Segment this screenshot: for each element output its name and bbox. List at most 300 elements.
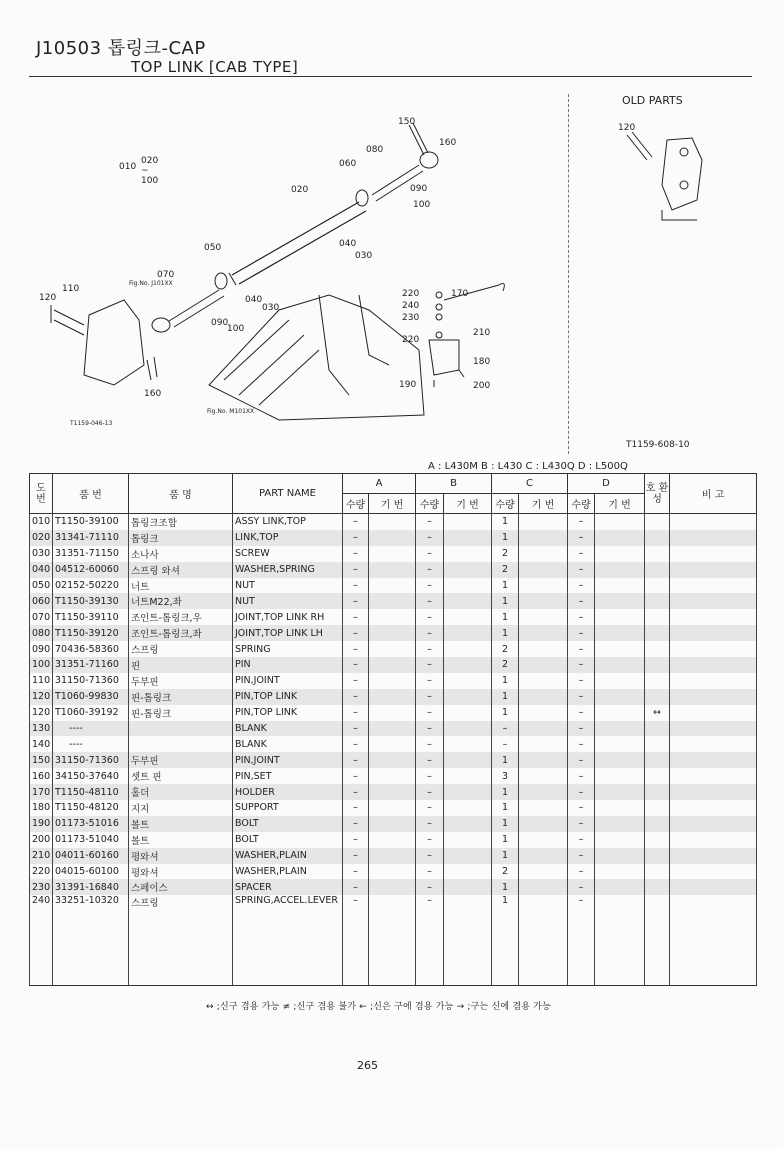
model-c-code-cell — [519, 689, 568, 705]
interchange-cell — [645, 546, 670, 562]
model-a-qty-cell: – — [343, 736, 369, 752]
table-row — [30, 609, 757, 625]
korean-name-cell: 두부핀 — [129, 752, 233, 768]
model-a-qty-cell: – — [343, 895, 369, 986]
model-d-code-cell — [595, 768, 645, 784]
model-b-qty-cell: – — [416, 514, 444, 530]
model-c-qty-cell: 1 — [492, 800, 519, 816]
korean-name-cell: 스페이스 — [129, 879, 233, 895]
model-a-code-cell — [369, 689, 416, 705]
part-number-cell: 31351-71150 — [53, 546, 129, 562]
table-row — [30, 625, 757, 641]
model-d-qty-cell: – — [568, 879, 595, 895]
model-c-qty-cell: 2 — [492, 546, 519, 562]
model-c-qty-cell: 2 — [492, 641, 519, 657]
part-name-cell: WASHER,SPRING — [233, 562, 343, 578]
interchange-legend: ↔ ;신구 겸용 가능 ≠ ;신구 겸용 불가 ← ;신은 구에 겸용 가능 → ;구는 신에 겸용 가능 — [206, 1002, 551, 1012]
figure-divider — [568, 94, 569, 454]
model-a-qty-cell: – — [343, 514, 369, 530]
model-a-code-cell — [369, 784, 416, 800]
interchange-cell — [645, 514, 670, 530]
remarks-cell — [670, 562, 757, 578]
part-name-cell: JOINT,TOP LINK RH — [233, 609, 343, 625]
model-a-qty-cell: – — [343, 641, 369, 657]
model-c-code-cell — [519, 768, 568, 784]
model-a-code-cell — [369, 721, 416, 737]
remarks-cell — [670, 530, 757, 546]
model-c-qty-cell: 1 — [492, 625, 519, 641]
model-c-code-cell — [519, 895, 568, 986]
model-c-qty-cell: 1 — [492, 832, 519, 848]
model-d-qty-cell: – — [568, 736, 595, 752]
model-d-qty-cell: – — [568, 546, 595, 562]
model-d-qty-cell: – — [568, 689, 595, 705]
model-d-qty-cell: – — [568, 514, 595, 530]
model-c-code-cell — [519, 736, 568, 752]
part-number-cell: 02152-50220 — [53, 578, 129, 594]
korean-name-cell: 셋트 핀 — [129, 768, 233, 784]
model-c-code-cell — [519, 832, 568, 848]
interchange-cell: ↔ — [645, 705, 670, 721]
model-b-code-cell — [444, 657, 492, 673]
model-a-code-cell — [369, 673, 416, 689]
model-a-qty-cell: – — [343, 689, 369, 705]
model-a-code-cell — [369, 657, 416, 673]
model-c-qty-cell: 1 — [492, 816, 519, 832]
model-b-code-cell — [444, 530, 492, 546]
model-b-qty-cell: – — [416, 609, 444, 625]
table-row — [30, 864, 757, 880]
korean-name-cell: 너트M22,좌 — [129, 593, 233, 609]
model-c-qty-cell: – — [492, 721, 519, 737]
model-b-qty-cell: – — [416, 752, 444, 768]
col-c-qty-header: 수량 — [492, 494, 519, 514]
remarks-cell — [670, 784, 757, 800]
model-c-qty-cell: 1 — [492, 879, 519, 895]
remarks-cell — [670, 816, 757, 832]
model-a-code-cell — [369, 514, 416, 530]
part-number-cell: 31150-71360 — [53, 752, 129, 768]
seq-cell: 140 — [30, 736, 53, 752]
part-number-cell: 70436-58360 — [53, 641, 129, 657]
svg-text:020: 020 — [291, 185, 309, 195]
model-c-qty-cell: 2 — [492, 864, 519, 880]
part-name-cell: WASHER,PLAIN — [233, 848, 343, 864]
part-number-cell: ---- — [53, 736, 129, 752]
model-a-code-cell — [369, 641, 416, 657]
model-b-qty-cell: – — [416, 784, 444, 800]
part-number-cell: 04512-60060 — [53, 562, 129, 578]
col-b-code-header: 기 번 — [444, 494, 492, 514]
remarks-cell — [670, 736, 757, 752]
seq-cell: 220 — [30, 864, 53, 880]
seq-cell: 130 — [30, 721, 53, 737]
interchange-cell — [645, 657, 670, 673]
interchange-cell — [645, 593, 670, 609]
seq-cell: 030 — [30, 546, 53, 562]
interchange-cell — [645, 736, 670, 752]
col-model-a-header: A — [343, 474, 416, 494]
table-row — [30, 736, 757, 752]
korean-name-cell: 두부핀 — [129, 673, 233, 689]
svg-text:090: 090 — [211, 318, 229, 328]
part-name-cell: PIN,TOP LINK — [233, 705, 343, 721]
model-b-qty-cell: – — [416, 736, 444, 752]
model-a-code-cell — [369, 895, 416, 986]
korean-name-cell: 핀-톱링크 — [129, 689, 233, 705]
model-d-code-cell — [595, 625, 645, 641]
interchange-cell — [645, 689, 670, 705]
model-a-code-cell — [369, 530, 416, 546]
remarks-cell — [670, 609, 757, 625]
model-d-code-cell — [595, 784, 645, 800]
svg-text:160: 160 — [439, 138, 457, 148]
model-b-qty-cell: – — [416, 657, 444, 673]
model-d-qty-cell: – — [568, 609, 595, 625]
table-row — [30, 673, 757, 689]
table-row — [30, 705, 757, 721]
model-d-code-cell — [595, 546, 645, 562]
part-name-cell: SPACER — [233, 879, 343, 895]
parts-table — [29, 473, 757, 986]
col-model-c-header: C — [492, 474, 568, 494]
part-name-cell: PIN,TOP LINK — [233, 689, 343, 705]
svg-text:150: 150 — [398, 117, 416, 127]
svg-text:~: ~ — [141, 166, 149, 176]
svg-text:160: 160 — [144, 389, 162, 399]
part-name-cell: LINK,TOP — [233, 530, 343, 546]
part-name-cell: PIN,SET — [233, 768, 343, 784]
model-b-qty-cell: – — [416, 625, 444, 641]
part-name-cell: SCREW — [233, 546, 343, 562]
svg-text:240: 240 — [402, 301, 420, 311]
page-title-english: TOP LINK [CAB TYPE] — [131, 58, 299, 76]
model-a-qty-cell: – — [343, 578, 369, 594]
part-number-cell: 04015-60100 — [53, 864, 129, 880]
model-b-code-cell — [444, 705, 492, 721]
table-row — [30, 514, 757, 530]
model-c-qty-cell: 1 — [492, 673, 519, 689]
model-b-code-cell — [444, 848, 492, 864]
korean-name-cell: 볼트 — [129, 832, 233, 848]
table-row — [30, 578, 757, 594]
model-c-qty-cell: 3 — [492, 768, 519, 784]
model-a-qty-cell: – — [343, 562, 369, 578]
svg-text:020: 020 — [141, 156, 159, 166]
remarks-cell — [670, 514, 757, 530]
korean-name-cell: 핀 — [129, 657, 233, 673]
figure-code-right: T1159-608-10 — [626, 440, 690, 450]
interchange-cell — [645, 673, 670, 689]
model-d-qty-cell: – — [568, 784, 595, 800]
model-a-qty-cell: – — [343, 879, 369, 895]
interchange-cell — [645, 800, 670, 816]
svg-text:170: 170 — [451, 289, 469, 299]
model-b-code-cell — [444, 736, 492, 752]
title-divider — [29, 76, 752, 77]
svg-text:070: 070 — [157, 270, 175, 280]
model-b-code-cell — [444, 593, 492, 609]
model-c-qty-cell: 2 — [492, 657, 519, 673]
korean-name-cell: 평와셔 — [129, 848, 233, 864]
remarks-cell — [670, 641, 757, 657]
interchange-cell — [645, 848, 670, 864]
model-d-code-cell — [595, 736, 645, 752]
part-name-cell: ASSY LINK,TOP — [233, 514, 343, 530]
part-name-cell: NUT — [233, 578, 343, 594]
model-c-code-cell — [519, 752, 568, 768]
model-a-qty-cell: – — [343, 848, 369, 864]
model-d-qty-cell: – — [568, 800, 595, 816]
col-c-code-header: 기 번 — [519, 494, 568, 514]
col-partno-header: 품 번 — [53, 474, 129, 514]
interchange-cell — [645, 752, 670, 768]
remarks-cell — [670, 721, 757, 737]
seq-cell: 050 — [30, 578, 53, 594]
seq-cell: 200 — [30, 832, 53, 848]
svg-text:230: 230 — [402, 313, 420, 323]
model-b-qty-cell: – — [416, 673, 444, 689]
svg-text:210: 210 — [473, 328, 491, 338]
interchange-cell — [645, 816, 670, 832]
model-b-code-cell — [444, 752, 492, 768]
model-d-qty-cell: – — [568, 895, 595, 986]
svg-text:100: 100 — [141, 176, 159, 186]
col-d-code-header: 기 번 — [595, 494, 645, 514]
col-part-name-header: PART NAME — [233, 474, 343, 514]
model-d-qty-cell: – — [568, 848, 595, 864]
svg-text:030: 030 — [355, 251, 373, 261]
model-d-qty-cell: – — [568, 673, 595, 689]
part-number-cell: 31351-71160 — [53, 657, 129, 673]
model-b-qty-cell: – — [416, 848, 444, 864]
table-row — [30, 800, 757, 816]
korean-name-cell: 톱링크 — [129, 530, 233, 546]
model-b-code-cell — [444, 800, 492, 816]
svg-text:220: 220 — [402, 335, 420, 345]
seq-cell: 010 — [30, 514, 53, 530]
model-a-qty-cell: – — [343, 800, 369, 816]
col-seq-header: 도 번 — [30, 474, 53, 514]
part-number-cell: 33251-10320 — [53, 895, 129, 986]
model-a-qty-cell: – — [343, 864, 369, 880]
model-a-qty-cell: – — [343, 705, 369, 721]
svg-text:060: 060 — [339, 159, 357, 169]
svg-text:010: 010 — [119, 162, 137, 172]
model-a-code-cell — [369, 625, 416, 641]
model-a-qty-cell: – — [343, 784, 369, 800]
table-row — [30, 752, 757, 768]
svg-text:080: 080 — [366, 145, 384, 155]
model-d-code-cell — [595, 879, 645, 895]
interchange-cell — [645, 784, 670, 800]
part-number-cell: T1150-39100 — [53, 514, 129, 530]
model-b-code-cell — [444, 641, 492, 657]
col-a-qty-header: 수량 — [343, 494, 369, 514]
model-c-code-cell — [519, 657, 568, 673]
model-c-code-cell — [519, 530, 568, 546]
svg-text:100: 100 — [413, 200, 431, 210]
remarks-cell — [670, 879, 757, 895]
model-d-qty-cell: – — [568, 832, 595, 848]
col-interchange-header: 호 환 성 — [645, 474, 670, 514]
model-d-qty-cell: – — [568, 864, 595, 880]
korean-name-cell: 스프링 와셔 — [129, 562, 233, 578]
svg-text:200: 200 — [473, 381, 491, 391]
part-name-cell: PIN — [233, 657, 343, 673]
model-c-qty-cell: 1 — [492, 784, 519, 800]
model-b-qty-cell: – — [416, 895, 444, 986]
svg-text:110: 110 — [62, 284, 80, 294]
part-number-cell: 31391-16840 — [53, 879, 129, 895]
model-d-code-cell — [595, 530, 645, 546]
model-d-code-cell — [595, 657, 645, 673]
remarks-cell — [670, 768, 757, 784]
model-b-code-cell — [444, 864, 492, 880]
model-b-qty-cell: – — [416, 593, 444, 609]
page-title-code: J10503 톱링크-CAP — [36, 38, 206, 59]
model-a-qty-cell: – — [343, 657, 369, 673]
model-c-code-cell — [519, 816, 568, 832]
interchange-cell — [645, 832, 670, 848]
model-b-code-cell — [444, 768, 492, 784]
part-name-cell: BLANK — [233, 721, 343, 737]
remarks-cell — [670, 689, 757, 705]
col-model-b-header: B — [416, 474, 492, 494]
model-d-qty-cell: – — [568, 562, 595, 578]
model-c-qty-cell: 1 — [492, 705, 519, 721]
model-b-code-cell — [444, 562, 492, 578]
remarks-cell — [670, 578, 757, 594]
svg-text:040: 040 — [339, 239, 357, 249]
korean-name-cell — [129, 721, 233, 737]
model-b-qty-cell: – — [416, 800, 444, 816]
part-number-cell: T1060-39192 — [53, 705, 129, 721]
model-b-qty-cell: – — [416, 578, 444, 594]
seq-cell: 100 — [30, 657, 53, 673]
part-name-cell: SUPPORT — [233, 800, 343, 816]
seq-cell: 240 — [30, 895, 53, 986]
table-header-row-1 — [30, 474, 757, 494]
model-c-code-cell — [519, 721, 568, 737]
model-legend: A : L430M B : L430 C : L430Q D : L500Q — [428, 461, 628, 472]
model-d-code-cell — [595, 705, 645, 721]
col-model-d-header: D — [568, 474, 645, 494]
part-name-cell: NUT — [233, 593, 343, 609]
model-b-qty-cell: – — [416, 546, 444, 562]
model-a-code-cell — [369, 832, 416, 848]
korean-name-cell: 톱링크조합 — [129, 514, 233, 530]
fig-ref-m101: Fig.No. M101XX — [207, 408, 255, 415]
part-number-cell: T1150-39110 — [53, 609, 129, 625]
table-row — [30, 530, 757, 546]
seq-cell: 070 — [30, 609, 53, 625]
svg-text:040: 040 — [245, 295, 263, 305]
remarks-cell — [670, 546, 757, 562]
seq-cell: 060 — [30, 593, 53, 609]
model-d-qty-cell: – — [568, 721, 595, 737]
interchange-cell — [645, 562, 670, 578]
model-c-code-cell — [519, 879, 568, 895]
part-number-cell: 01173-51040 — [53, 832, 129, 848]
model-b-qty-cell: – — [416, 641, 444, 657]
model-a-code-cell — [369, 816, 416, 832]
interchange-cell — [645, 609, 670, 625]
model-b-code-cell — [444, 625, 492, 641]
seq-cell: 170 — [30, 784, 53, 800]
seq-cell: 040 — [30, 562, 53, 578]
interchange-cell — [645, 768, 670, 784]
seq-cell: 120 — [30, 689, 53, 705]
svg-text:100: 100 — [227, 324, 245, 334]
svg-text:030: 030 — [262, 303, 280, 313]
model-b-qty-cell: – — [416, 705, 444, 721]
remarks-cell — [670, 864, 757, 880]
interchange-cell — [645, 864, 670, 880]
model-d-code-cell — [595, 832, 645, 848]
col-b-qty-header: 수량 — [416, 494, 444, 514]
remarks-cell — [670, 705, 757, 721]
korean-name-cell: 평와셔 — [129, 864, 233, 880]
korean-name-cell: 스프링 — [129, 641, 233, 657]
model-c-code-cell — [519, 864, 568, 880]
model-c-code-cell — [519, 784, 568, 800]
part-name-cell: PIN,JOINT — [233, 673, 343, 689]
remarks-cell — [670, 800, 757, 816]
model-d-code-cell — [595, 609, 645, 625]
model-a-qty-cell: – — [343, 816, 369, 832]
model-d-qty-cell: – — [568, 625, 595, 641]
model-c-qty-cell: 1 — [492, 578, 519, 594]
model-c-qty-cell: 1 — [492, 689, 519, 705]
table-row — [30, 657, 757, 673]
model-c-qty-cell: 1 — [492, 752, 519, 768]
part-number-cell: ---- — [53, 721, 129, 737]
model-d-qty-cell: – — [568, 530, 595, 546]
model-d-code-cell — [595, 562, 645, 578]
model-c-qty-cell: 1 — [492, 593, 519, 609]
korean-name-cell: 볼트 — [129, 816, 233, 832]
interchange-cell — [645, 879, 670, 895]
model-b-code-cell — [444, 546, 492, 562]
model-b-qty-cell: – — [416, 816, 444, 832]
joint-lh — [372, 165, 423, 201]
model-d-code-cell — [595, 895, 645, 986]
model-a-code-cell — [369, 546, 416, 562]
svg-text:190: 190 — [399, 380, 417, 390]
col-d-qty-header: 수량 — [568, 494, 595, 514]
remarks-cell — [670, 593, 757, 609]
interchange-cell — [645, 721, 670, 737]
model-d-code-cell — [595, 816, 645, 832]
tractor-body-shape — [209, 295, 424, 420]
remarks-cell — [670, 848, 757, 864]
table-row — [30, 689, 757, 705]
col-a-code-header: 기 번 — [369, 494, 416, 514]
part-number-cell: 34150-37640 — [53, 768, 129, 784]
support-plate — [429, 340, 459, 375]
model-a-qty-cell: – — [343, 625, 369, 641]
model-c-code-cell — [519, 705, 568, 721]
model-c-code-cell — [519, 673, 568, 689]
model-a-code-cell — [369, 752, 416, 768]
model-a-code-cell — [369, 879, 416, 895]
part-number-cell: 31150-71360 — [53, 673, 129, 689]
model-c-code-cell — [519, 562, 568, 578]
part-number-cell: T1150-39130 — [53, 593, 129, 609]
model-b-code-cell — [444, 784, 492, 800]
seq-cell: 150 — [30, 752, 53, 768]
